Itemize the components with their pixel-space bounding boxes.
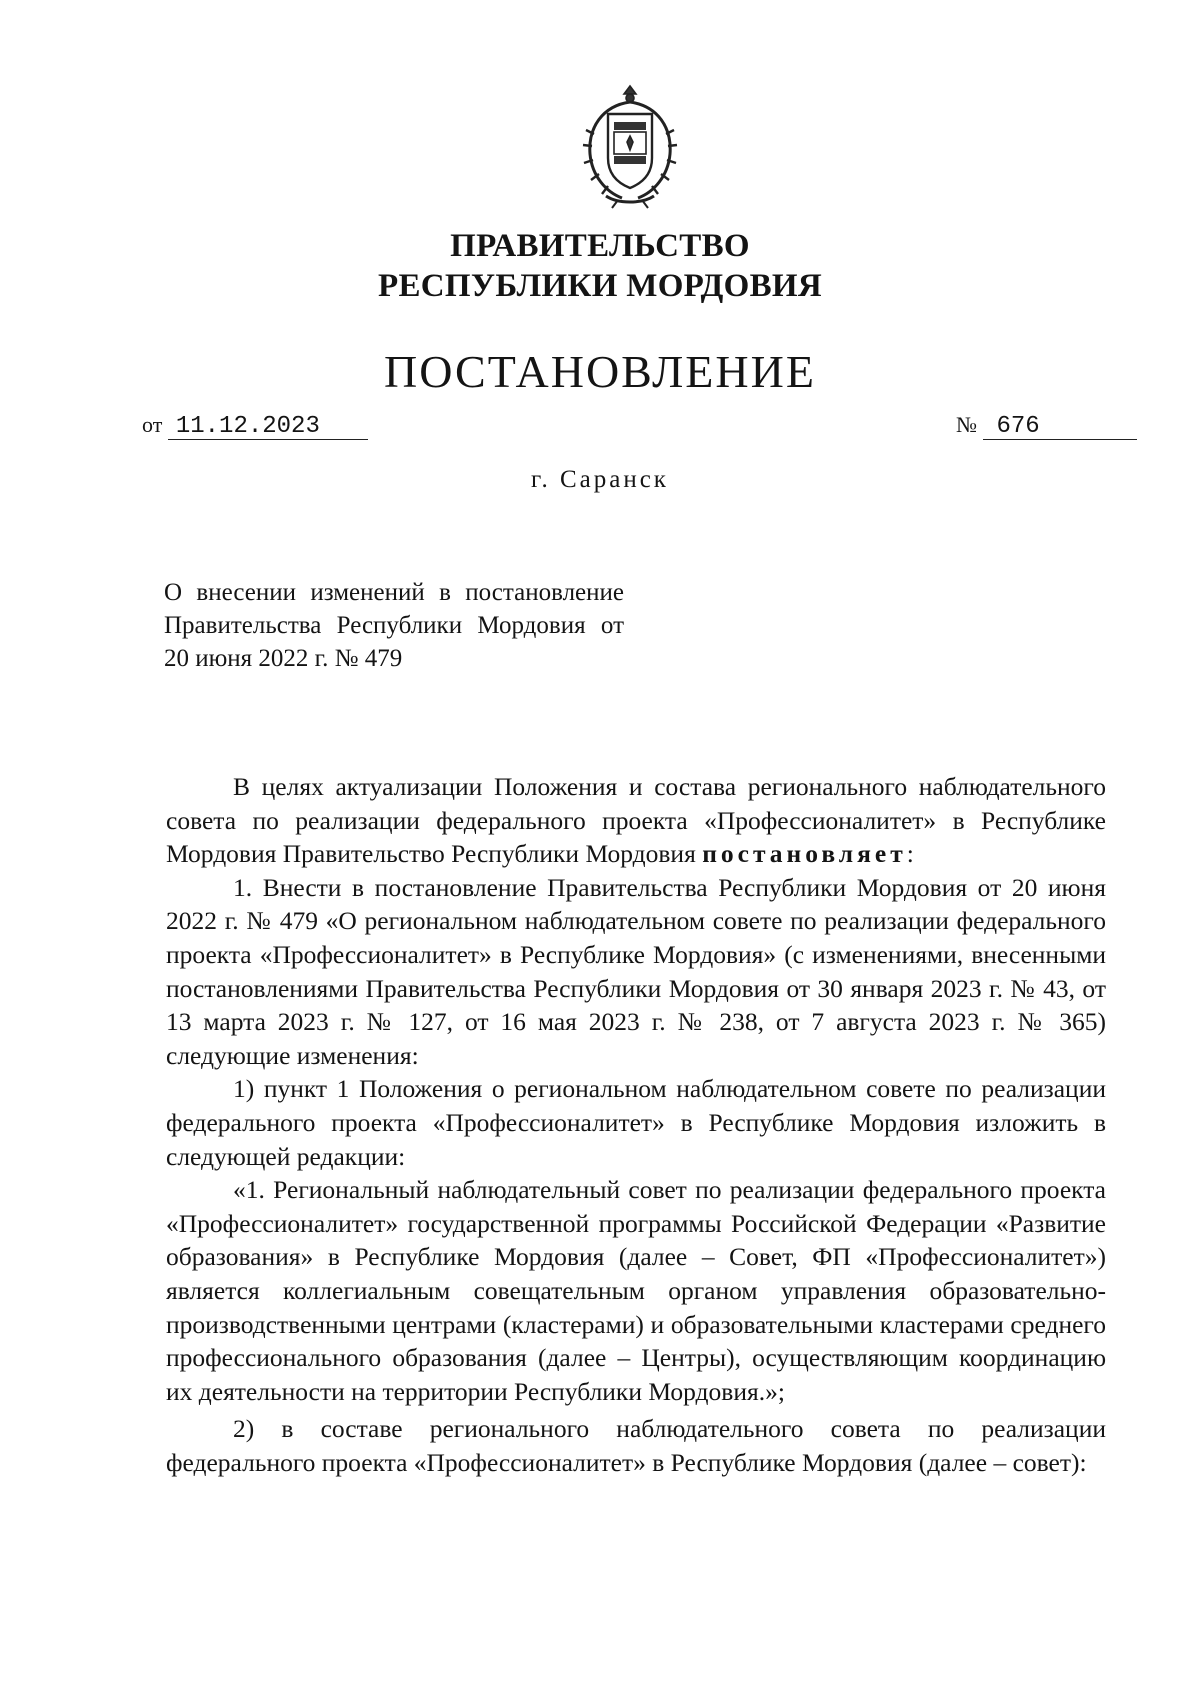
decree-word: постановляет [702,839,907,869]
body-paragraph: 1. Внести в постановление Правительства Республики Мордовия от 20 июня 2022 г. № 479 «О региональном наблюдательном совете по реализации федерального проекта «Профессионалитет» в Республике Мордовия» (с изменениями, внесенными постановлениями Правительства Республики Мордовия от 30 января 2023 г. № 43, от 13 марта 2023 г. № 127, от 16 мая 2023 г. № 238, от 7 августа 2023 г. № 365) следующие изменения: [166,872,1106,1070]
document-subject: О внесении изменений в постановление Правительства Республики Мордовия от 20 июня 2022 г. № 479 [164,579,624,672]
preamble-colon: : [906,839,914,869]
organization-name-line-2: РЕСПУБЛИКИ МОРДОВИЯ [377,268,822,304]
number-value: 676 [983,415,1137,440]
date-value: 11.12.2023 [168,415,368,440]
number-field [956,412,1137,440]
preamble-text: В целях актуализации Положения и состава регионального наблюдательного совета по реализации федерального проекта «Профессионалитет» в Республике Мордовия Правительство Республики Мордовия [166,772,1106,869]
number-prefix: № [956,412,977,437]
document-body [166,770,1106,1479]
date-field [142,412,368,440]
preamble-paragraph [166,770,1106,871]
date-prefix: от [142,412,163,437]
body-paragraph: «1. Региональный наблюдательный совет по реализации федерального проекта «Профессионалитет» государственной программы Российской Федерации «Развитие образования» в Республике Мордовия (далее – Совет, ФП «Профессионалитет») является коллегиальным совещательным органом управления образовательно-производственными центрами (кластерами) и образовательными кластерами среднего профессионального образования (далее – Центры), осуществляющим координацию их деятельности на территории Республики Мордовия.»; [166,1175,1106,1406]
city-name: г. Саранск [531,466,669,493]
document-type-title: ПОСТАНОВЛЕНИЕ [384,346,816,397]
body-paragraph: 1) пункт 1 Положения о региональном наблюдательном совете по реализации федерального проекта «Профессионалитет» в Республике Мордовия изложить в следующей редакции: [166,1074,1106,1171]
organization-name-line-1: ПРАВИТЕЛЬСТВО [450,228,750,264]
coat-of-arms-emblem [572,84,688,210]
body-paragraph: 2) в составе регионального наблюдательного совета по реализации федерального проекта «Профессионалитет» в Республике Мордовия (далее – совет): [166,1414,1106,1477]
